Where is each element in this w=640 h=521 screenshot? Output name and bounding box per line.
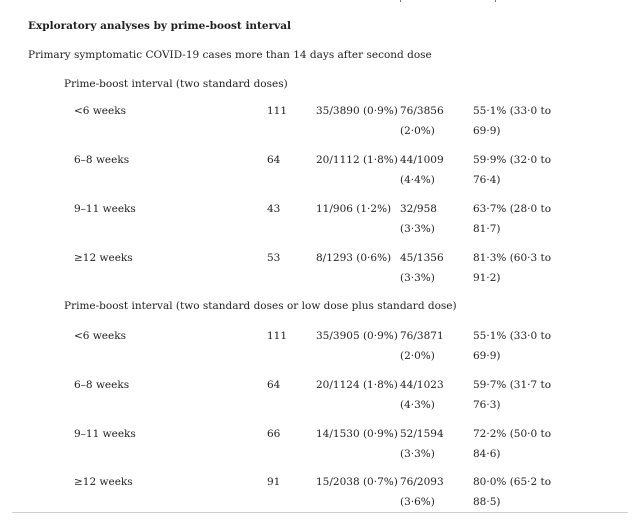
control-cases: 76/3871 (400, 330, 444, 342)
control-cases: 45/1356 (400, 252, 444, 264)
efficacy-ci-end: 76·3) (473, 399, 501, 411)
total-cases: 64 (267, 154, 281, 166)
table-row (0, 375, 640, 415)
interval-label: <6 weeks (74, 105, 126, 117)
control-cases: 32/958 (400, 203, 437, 215)
total-cases: 66 (267, 428, 281, 440)
efficacy: 81·3% (60·3 to (473, 252, 552, 264)
divider (12, 512, 628, 513)
efficacy-ci-end: 69·9) (473, 125, 501, 137)
efficacy-ci-end: 69·9) (473, 350, 501, 362)
vaccine-cases: 35/3905 (0·9%) (316, 330, 398, 342)
control-cases: 44/1009 (400, 154, 444, 166)
vaccine-cases: 14/1530 (0·9%) (316, 428, 398, 440)
table-row (0, 248, 640, 288)
efficacy: 80·0% (65·2 to (473, 476, 552, 488)
vaccine-cases: 20/1124 (1·8%) (316, 379, 398, 391)
efficacy: 59·9% (32·0 to (473, 154, 552, 166)
control-cases: 76/2093 (400, 476, 444, 488)
control-cases: 76/3856 (400, 105, 444, 117)
group-title: Prime-boost interval (two standard doses or low dose plus standard dose) (64, 300, 457, 312)
table-row (0, 101, 640, 141)
efficacy-ci-end: 76·4) (473, 174, 501, 186)
control-cases: 52/1594 (400, 428, 444, 440)
vaccine-cases: 11/906 (1·2%) (316, 203, 392, 215)
efficacy: 63·7% (28·0 to (473, 203, 552, 215)
control-percent: (3·6%) (400, 496, 435, 508)
total-cases: 53 (267, 252, 281, 264)
control-percent: (3·3%) (400, 272, 435, 284)
efficacy-ci-end: 88·5) (473, 496, 501, 508)
interval-label: 6–8 weeks (74, 154, 130, 166)
group-title: Prime-boost interval (two standard doses) (64, 78, 288, 90)
table-row (0, 326, 640, 366)
total-cases: 91 (267, 476, 281, 488)
control-cases: 44/1023 (400, 379, 444, 391)
efficacy-ci-end: 91·2) (473, 272, 501, 284)
vaccine-cases: 8/1293 (0·6%) (316, 252, 392, 264)
control-percent: (4·3%) (400, 399, 435, 411)
vaccine-cases: 35/3890 (0·9%) (316, 105, 398, 117)
control-percent: (3·3%) (400, 223, 435, 235)
efficacy-ci-end: 81·7) (473, 223, 501, 235)
vaccine-cases: 15/2038 (0·7%) (316, 476, 398, 488)
vaccine-cases: 20/1112 (1·8%) (316, 154, 398, 166)
total-cases: 43 (267, 203, 281, 215)
efficacy: 55·1% (33·0 to (473, 330, 552, 342)
total-cases: 64 (267, 379, 281, 391)
total-cases: 111 (267, 105, 288, 117)
interval-label: ≥12 weeks (74, 252, 133, 264)
control-percent: (3·3%) (400, 448, 435, 460)
interval-label: ≥12 weeks (74, 476, 133, 488)
control-percent: (2·0%) (400, 125, 435, 137)
interval-label: 9–11 weeks (74, 428, 136, 440)
table-row (0, 150, 640, 190)
total-cases: 111 (267, 330, 288, 342)
table-row (0, 199, 640, 239)
section-subtitle: Primary symptomatic COVID-19 cases more than 14 days after second dose (28, 49, 432, 61)
efficacy-ci-end: 84·6) (473, 448, 501, 460)
control-percent: (4·4%) (400, 174, 435, 186)
interval-label: 9–11 weeks (74, 203, 136, 215)
table-row (0, 472, 640, 512)
section-heading: Exploratory analyses by prime-boost interval (28, 20, 292, 32)
control-percent: (2·0%) (400, 350, 435, 362)
previous-row-fragment (400, 0, 520, 2)
table-row (0, 424, 640, 464)
interval-label: 6–8 weeks (74, 379, 130, 391)
efficacy: 72·2% (50·0 to (473, 428, 552, 440)
interval-label: <6 weeks (74, 330, 126, 342)
efficacy: 55·1% (33·0 to (473, 105, 552, 117)
efficacy: 59·7% (31·7 to (473, 379, 552, 391)
